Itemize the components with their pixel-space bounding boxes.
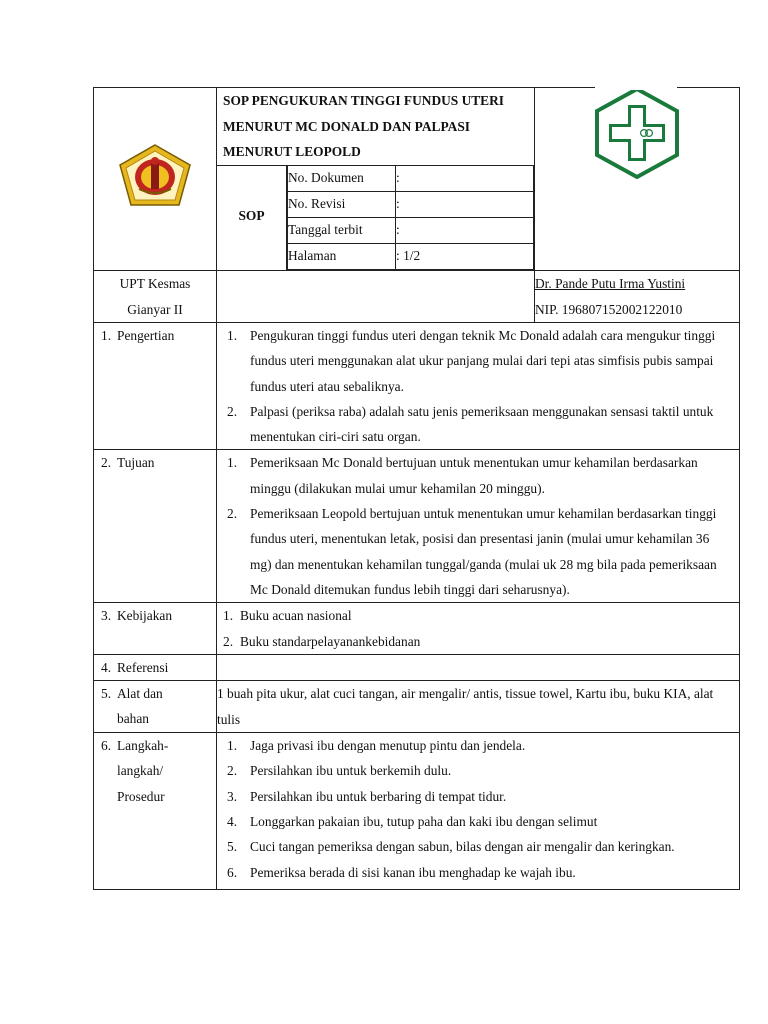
section-number: 5. [101, 686, 112, 702]
list-item [217, 758, 739, 783]
item-text: Longgarkan pakaian ibu, tutup paha dan kaki ibu dengan selimut [250, 814, 598, 830]
item-number: 3. [227, 788, 238, 804]
section-content-cell [217, 733, 740, 890]
section-referensi [94, 654, 740, 680]
section-alat [94, 681, 740, 733]
section-label: Tujuan [117, 455, 155, 471]
puskesmas-cross-icon [594, 87, 680, 179]
item-number: 1. [223, 608, 234, 624]
section-kebijakan [94, 603, 740, 655]
title-line-1: SOP PENGUKURAN TINGGI FUNDUS UTERI [223, 93, 504, 108]
section-label-cell [94, 450, 217, 603]
section-tujuan [94, 450, 740, 603]
section-content-cell [217, 450, 740, 603]
list-item [217, 603, 739, 628]
meta-label-halaman: Halaman [288, 244, 396, 270]
langkah-list [217, 733, 739, 885]
meta-label-tanggal: Tanggal terbit [288, 218, 396, 244]
item-number: 2. [227, 763, 238, 779]
section-label-cell [94, 733, 217, 890]
signer-name: Dr. Pande Putu Irma Yustini [535, 276, 686, 291]
right-logo-cell [535, 88, 740, 271]
unit-name-line1: UPT Kesmas [119, 276, 191, 291]
title-line-2: MENURUT MC DONALD DAN PALPASI [223, 118, 470, 134]
kebijakan-list [217, 603, 739, 654]
item-number: 1. [227, 328, 238, 343]
section-number: 3. [101, 608, 112, 624]
item-number: 2. [223, 633, 234, 649]
item-number: 2. [227, 403, 238, 419]
item-text: Pengukuran tinggi fundus uteri dengan teknik Mc Donald adalah cara mengukur tinggi fundus uteri menggunakan alat ukur panjang mulai dari tepi atas simfisis pubis sampai fundus uteri atau sebaliknya. [250, 328, 716, 394]
header-row [94, 88, 740, 166]
item-number: 1. [227, 738, 238, 754]
list-item [217, 450, 739, 501]
list-item [217, 834, 739, 859]
item-text: Pemeriksaan Mc Donald bertujuan untuk menentukan umur kehamilan berdasarkan minggu (dilakukan mulai umur kehamilan 20 minggu). [250, 455, 698, 496]
title-cell [217, 88, 535, 166]
org-row [94, 271, 740, 323]
item-text: Persilahkan ibu untuk berkemih dulu. [250, 763, 452, 779]
section-label-cont: bahan [117, 711, 149, 727]
item-number: 6. [227, 864, 238, 880]
pengertian-list [217, 323, 739, 449]
item-text: Buku standarpelayanankebidanan [240, 633, 421, 649]
section-number: 6. [101, 738, 112, 754]
section-label: Alat dan [117, 686, 163, 702]
regional-emblem-icon [117, 143, 193, 209]
item-text: Palpasi (periksa raba) adalah satu jenis pemeriksaan menggunakan sensasi taktil untuk menentukan ciri-ciri satu organ. [250, 403, 714, 445]
meta-value-tanggal: : [396, 218, 534, 244]
meta-row-revisi [288, 192, 534, 218]
section-label-cell [94, 603, 217, 655]
meta-label-dokumen: No. Dokumen [288, 166, 396, 192]
meta-label-revisi: No. Revisi [288, 192, 396, 218]
list-item [217, 323, 739, 399]
list-item [217, 629, 739, 654]
item-number: 1. [227, 455, 238, 471]
section-number: 4. [101, 659, 112, 675]
meta-value-dokumen: : [396, 166, 534, 192]
unit-cell [94, 271, 217, 323]
item-text: Jaga privasi ibu dengan menutup pintu dan jendela. [250, 738, 526, 754]
left-logo-cell [94, 88, 217, 271]
alat-text: 1 buah pita ukur, alat cuci tangan, air mengalir/ antis, tissue towel, Kartu ibu, buku KIA, alat tulis [217, 686, 714, 727]
section-content-cell [217, 603, 740, 655]
section-label-cell [94, 323, 217, 450]
tujuan-list [217, 450, 739, 602]
list-item [217, 399, 739, 450]
section-label: Langkah- [117, 738, 169, 754]
signer-nip: NIP. 196807152002122010 [535, 301, 683, 317]
section-number: 1. [101, 328, 112, 343]
section-langkah [94, 733, 740, 890]
meta-row-dokumen [288, 166, 534, 192]
list-item [217, 733, 739, 758]
meta-row-tanggal [288, 218, 534, 244]
item-text: Buku acuan nasional [240, 608, 352, 624]
org-blank-cell [217, 271, 535, 323]
section-label: Referensi [117, 659, 169, 675]
signer-cell [535, 271, 740, 323]
item-number: 2. [227, 506, 238, 522]
list-item [217, 860, 739, 885]
meta-cell [287, 165, 535, 271]
sop-table [93, 87, 740, 890]
sop-label: SOP [238, 208, 265, 223]
section-content-cell [217, 654, 740, 680]
meta-table [287, 165, 534, 270]
item-text: Pemeriksa berada di sisi kanan ibu menghadap ke wajah ibu. [250, 864, 576, 880]
section-content-cell [217, 323, 740, 450]
section-label-cell [94, 681, 217, 733]
section-label-cont: Prosedur [117, 788, 165, 804]
list-item [217, 501, 739, 602]
section-label-cell [94, 654, 217, 680]
sop-label-cell [217, 165, 287, 271]
section-pengertian [94, 323, 740, 450]
list-item [217, 809, 739, 834]
item-number: 5. [227, 839, 238, 855]
item-number: 4. [227, 814, 238, 830]
item-text: Cuci tangan pemeriksa dengan sabun, bilas dengan air mengalir dan keringkan. [250, 839, 675, 855]
section-number: 2. [101, 455, 112, 471]
meta-row-halaman [288, 244, 534, 270]
section-label: Pengertian [117, 328, 175, 343]
meta-value-revisi: : [396, 192, 534, 218]
section-content-cell [217, 681, 740, 733]
list-item [217, 784, 739, 809]
unit-name-line2: Gianyar II [127, 301, 183, 317]
item-text: Pemeriksaan Leopold bertujuan untuk menentukan umur kehamilan berdasarkan tinggi fundus uteri, menentukan letak, posisi dan presentasi janin (mulai umur kehamilan 36 mg) dan menentukan kehamilan tunggal/ganda (mulai uk 28 mg bila pada pemeriksaan Mc Donald ditemukan fundus lebih tinggi dari seharusnya). [250, 506, 717, 597]
item-text: Persilahkan ibu untuk berbaring di tempat tidur. [250, 788, 507, 804]
section-label: Kebijakan [117, 608, 173, 624]
title-line-3: MENURUT LEOPOLD [223, 144, 361, 159]
section-label-cont: langkah/ [117, 763, 164, 779]
document-title [217, 88, 534, 165]
meta-value-halaman: : 1/2 [396, 244, 534, 270]
